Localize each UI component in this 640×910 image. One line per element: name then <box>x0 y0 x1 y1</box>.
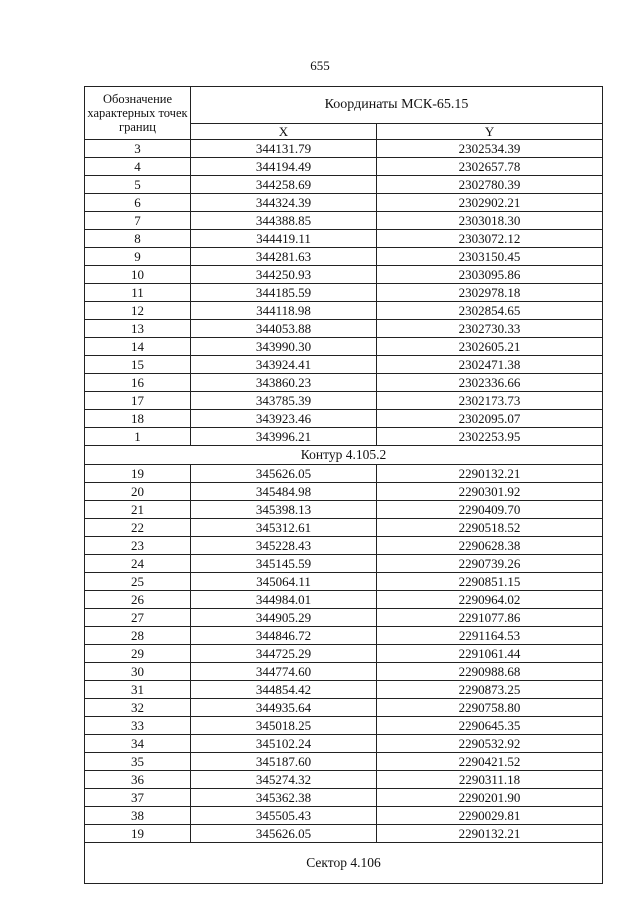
x-cell: 343785.39 <box>191 392 377 410</box>
point-cell: 18 <box>85 410 191 428</box>
y-cell: 2302854.65 <box>377 302 603 320</box>
table-row <box>85 176 603 194</box>
point-cell: 24 <box>85 555 191 573</box>
table-row <box>85 555 603 573</box>
table-row <box>85 212 603 230</box>
table-row <box>85 753 603 771</box>
y-cell: 2291061.44 <box>377 645 603 663</box>
x-cell: 345626.05 <box>191 825 377 843</box>
table-row <box>85 338 603 356</box>
point-cell: 6 <box>85 194 191 212</box>
table-row <box>85 302 603 320</box>
coordinates-table <box>84 86 603 884</box>
point-cell: 29 <box>85 645 191 663</box>
y-cell: 2290029.81 <box>377 807 603 825</box>
point-cell: 12 <box>85 302 191 320</box>
table-row <box>85 428 603 446</box>
x-cell: 343996.21 <box>191 428 377 446</box>
y-cell: 2290532.92 <box>377 735 603 753</box>
x-cell: 344194.49 <box>191 158 377 176</box>
point-cell: 34 <box>85 735 191 753</box>
table-row <box>85 194 603 212</box>
y-cell: 2291077.86 <box>377 609 603 627</box>
table-row <box>85 735 603 753</box>
y-cell: 2302978.18 <box>377 284 603 302</box>
y-cell: 2302780.39 <box>377 176 603 194</box>
table-row <box>85 158 603 176</box>
y-cell: 2290645.35 <box>377 717 603 735</box>
y-cell: 2303150.45 <box>377 248 603 266</box>
x-cell: 344131.79 <box>191 140 377 158</box>
y-cell: 2290988.68 <box>377 663 603 681</box>
point-cell: 23 <box>85 537 191 555</box>
point-cell: 13 <box>85 320 191 338</box>
x-cell: 344388.85 <box>191 212 377 230</box>
x-cell: 345362.38 <box>191 789 377 807</box>
point-cell: 17 <box>85 392 191 410</box>
y-cell: 2302902.21 <box>377 194 603 212</box>
point-cell: 19 <box>85 825 191 843</box>
point-cell: 37 <box>85 789 191 807</box>
point-cell: 20 <box>85 483 191 501</box>
table-row <box>85 230 603 248</box>
x-cell: 344185.59 <box>191 284 377 302</box>
x-cell: 343990.30 <box>191 338 377 356</box>
point-cell: 9 <box>85 248 191 266</box>
x-cell: 345505.43 <box>191 807 377 825</box>
point-cell: 3 <box>85 140 191 158</box>
point-cell: 33 <box>85 717 191 735</box>
point-cell: 15 <box>85 356 191 374</box>
table-row <box>85 717 603 735</box>
table-row <box>85 140 603 158</box>
x-cell: 344053.88 <box>191 320 377 338</box>
table-row <box>85 374 603 392</box>
point-cell: 32 <box>85 699 191 717</box>
point-cell: 27 <box>85 609 191 627</box>
x-cell: 345145.59 <box>191 555 377 573</box>
y-cell: 2290132.21 <box>377 825 603 843</box>
point-cell: 14 <box>85 338 191 356</box>
table-row <box>85 627 603 645</box>
point-cell: 19 <box>85 465 191 483</box>
x-cell: 344984.01 <box>191 591 377 609</box>
x-cell: 345187.60 <box>191 753 377 771</box>
y-cell: 2291164.53 <box>377 627 603 645</box>
y-cell: 2302173.73 <box>377 392 603 410</box>
y-cell: 2290311.18 <box>377 771 603 789</box>
table-row <box>85 320 603 338</box>
x-cell: 345274.32 <box>191 771 377 789</box>
y-cell: 2290964.02 <box>377 591 603 609</box>
table-row <box>85 537 603 555</box>
y-cell: 2290739.26 <box>377 555 603 573</box>
point-column-header: Обозначение характерных точек границ <box>85 87 191 140</box>
y-cell: 2302336.66 <box>377 374 603 392</box>
table-row <box>85 663 603 681</box>
x-cell: 344419.11 <box>191 230 377 248</box>
x-cell: 344854.42 <box>191 681 377 699</box>
table-row <box>85 609 603 627</box>
y-cell: 2302471.38 <box>377 356 603 374</box>
footer-section-title: Сектор 4.106 <box>85 843 603 884</box>
point-cell: 31 <box>85 681 191 699</box>
x-cell: 345064.11 <box>191 573 377 591</box>
x-cell: 343923.46 <box>191 410 377 428</box>
point-cell: 36 <box>85 771 191 789</box>
table-row <box>85 699 603 717</box>
x-cell: 344846.72 <box>191 627 377 645</box>
x-cell: 344250.93 <box>191 266 377 284</box>
table-row <box>85 483 603 501</box>
table-row <box>85 501 603 519</box>
table-body-a <box>85 140 603 446</box>
x-cell: 344324.39 <box>191 194 377 212</box>
table-row <box>85 284 603 302</box>
point-cell: 30 <box>85 663 191 681</box>
y-cell: 2290628.38 <box>377 537 603 555</box>
x-cell: 345228.43 <box>191 537 377 555</box>
point-cell: 35 <box>85 753 191 771</box>
point-cell: 4 <box>85 158 191 176</box>
table-row <box>85 771 603 789</box>
x-cell: 344725.29 <box>191 645 377 663</box>
y-cell: 2290301.92 <box>377 483 603 501</box>
x-cell: 344935.64 <box>191 699 377 717</box>
x-cell: 345312.61 <box>191 519 377 537</box>
x-cell: 345484.98 <box>191 483 377 501</box>
y-cell: 2302605.21 <box>377 338 603 356</box>
point-cell: 26 <box>85 591 191 609</box>
table-body-b <box>85 465 603 843</box>
table-row <box>85 519 603 537</box>
page-number: 655 <box>310 58 330 73</box>
y-cell: 2303072.12 <box>377 230 603 248</box>
table-row <box>85 645 603 663</box>
y-cell: 2290132.21 <box>377 465 603 483</box>
table-row <box>85 465 603 483</box>
table-row <box>85 573 603 591</box>
x-cell: 345018.25 <box>191 717 377 735</box>
x-cell: 344905.29 <box>191 609 377 627</box>
table-row <box>85 356 603 374</box>
x-cell: 344774.60 <box>191 663 377 681</box>
point-cell: 38 <box>85 807 191 825</box>
table-row <box>85 807 603 825</box>
y-cell: 2290518.52 <box>377 519 603 537</box>
y-cell: 2303018.30 <box>377 212 603 230</box>
x-cell: 345102.24 <box>191 735 377 753</box>
x-cell: 343924.41 <box>191 356 377 374</box>
y-cell: 2290873.25 <box>377 681 603 699</box>
y-cell: 2302730.33 <box>377 320 603 338</box>
y-cell: 2290421.52 <box>377 753 603 771</box>
x-cell: 344258.69 <box>191 176 377 194</box>
table-row <box>85 591 603 609</box>
y-cell: 2302095.07 <box>377 410 603 428</box>
y-cell: 2290409.70 <box>377 501 603 519</box>
x-cell: 344281.63 <box>191 248 377 266</box>
point-cell: 7 <box>85 212 191 230</box>
x-cell: 345398.13 <box>191 501 377 519</box>
y-column-header: Y <box>377 124 603 140</box>
point-cell: 5 <box>85 176 191 194</box>
y-cell: 2290851.15 <box>377 573 603 591</box>
y-cell: 2303095.86 <box>377 266 603 284</box>
y-cell: 2302253.95 <box>377 428 603 446</box>
y-cell: 2302657.78 <box>377 158 603 176</box>
point-cell: 11 <box>85 284 191 302</box>
x-cell: 343860.23 <box>191 374 377 392</box>
y-cell: 2302534.39 <box>377 140 603 158</box>
table-row <box>85 410 603 428</box>
point-cell: 28 <box>85 627 191 645</box>
point-cell: 21 <box>85 501 191 519</box>
y-cell: 2290201.90 <box>377 789 603 807</box>
point-cell: 1 <box>85 428 191 446</box>
table-row <box>85 266 603 284</box>
point-cell: 8 <box>85 230 191 248</box>
y-cell: 2290758.80 <box>377 699 603 717</box>
table-row <box>85 392 603 410</box>
table-row <box>85 248 603 266</box>
table-row <box>85 789 603 807</box>
point-cell: 25 <box>85 573 191 591</box>
point-cell: 16 <box>85 374 191 392</box>
point-cell: 22 <box>85 519 191 537</box>
section-title: Контур 4.105.2 <box>85 446 603 465</box>
table-row <box>85 825 603 843</box>
point-cell: 10 <box>85 266 191 284</box>
table-row <box>85 681 603 699</box>
x-cell: 345626.05 <box>191 465 377 483</box>
x-cell: 344118.98 <box>191 302 377 320</box>
x-column-header: X <box>191 124 377 140</box>
coordinates-header: Координаты МСК-65.15 <box>191 87 603 124</box>
